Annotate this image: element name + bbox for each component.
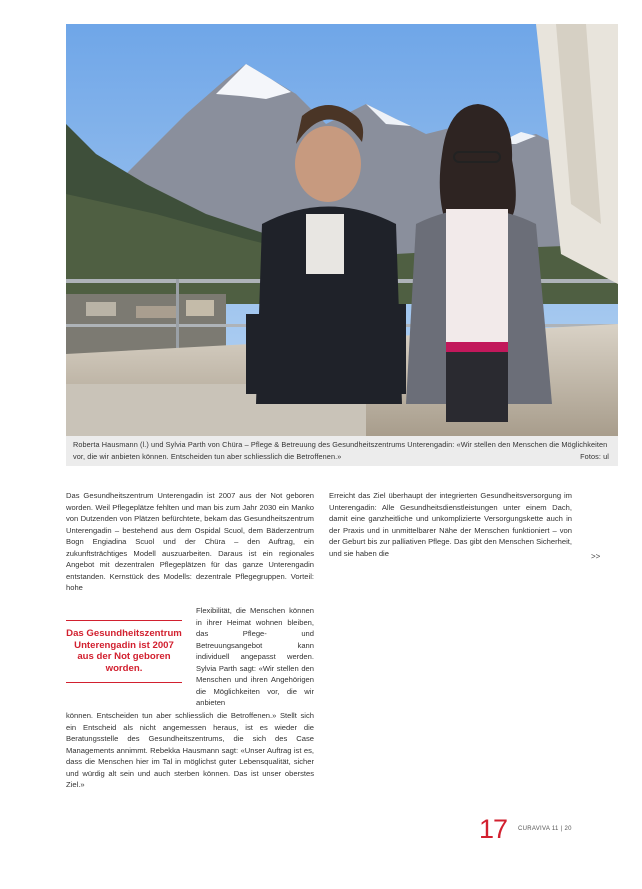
article-paragraph: Das Gesundheitszentrum Unterengadin ist 2007 aus der Not geboren worden. Weil Pflegeplätze fehlten und man bis zum Jahr 2030 ein Manko von Dutzenden von Plätzen befürchtete, bekam das Gesundheitszentrum Unterengadin – bestehend aus dem Ospidal Scuol, dem Bäderzentrum Bogn Engiadina Scuol und der Chüra – den Auftrag, ein zukunftsträchtiges Modell auszuarbeiten. Daraus ist ein regionales Angebot mit dezentralen Pflegeplätzen für das ganze Unterengadin entstanden. Kernstück des Modells: dezentrale Pflegegruppen. Vorteil: hohe (66, 491, 314, 593)
article-paragraph: Erreicht das Ziel überhaupt der integrierten Gesundheitsversorgung im Unterengadin: Alle Gesundheitsdienstleistungen unter einem Dach, damit eine ganzheitliche und unkomplizierte Versorgungskette auch in der Praxis und in unmittelbarer Nähe der Menschen funktioniert – von der Geburt bis zur palliativen Pflege. Das gibt den Menschen Sicherheit, und sie haben die (329, 491, 572, 558)
article-right-column (329, 490, 572, 559)
photo-illustration (66, 24, 618, 436)
article-left-column-narrow (196, 605, 314, 709)
caption-text: Roberta Hausmann (l.) und Sylvia Parth von Chüra – Pflege & Betreuung des Gesundheitszentrums Unterengadin: «Wir stellen den Menschen die Möglichkeiten vor, die wir anbieten können. Entscheiden tun aber schliesslich die Betroffenen.» (73, 440, 608, 461)
article-left-column-bottom (66, 710, 314, 791)
article-paragraph: Flexibilität, die Menschen können in ihrer Heimat wohnen bleiben, das Pflege- und Betreuungsangebot kann individuell angepasst werden. Sylvia Parth sagt: «Wir stellen den Menschen und ihren Angehörigen die Möglichkeiten vor, die wir anbieten (196, 606, 314, 708)
article-left-column-top (66, 490, 314, 594)
photo-caption (73, 439, 613, 463)
pull-quote-text: Das Gesundheitszentrum Unterengadin ist 2007 aus der Not geboren worden. (66, 628, 182, 674)
continue-arrow-icon: >> (591, 552, 601, 561)
publication-footer: CURAVIVA 11 | 20 (518, 826, 572, 832)
article-paragraph: können. Entscheiden tun aber schliesslich die Betroffenen.» Stellt sich ein Entscheid als nicht angemessen heraus, ist es wieder die Beratungsstelle des Gesundheitszentrums, die sich des Case Managements annimmt. Rebekka Hausmann sagt: «Unser Auftrag ist es, dass die Menschen hier im Tal in möglichst guter Lebensqualität, sicher und würdig alt sein und auch sterben können. Das ist unser oberstes Ziel.» (66, 711, 314, 790)
photo-credit: Fotos: ul (580, 452, 609, 461)
page-number: 17 (479, 814, 508, 844)
article-photo (66, 24, 618, 436)
pull-quote (66, 620, 182, 683)
